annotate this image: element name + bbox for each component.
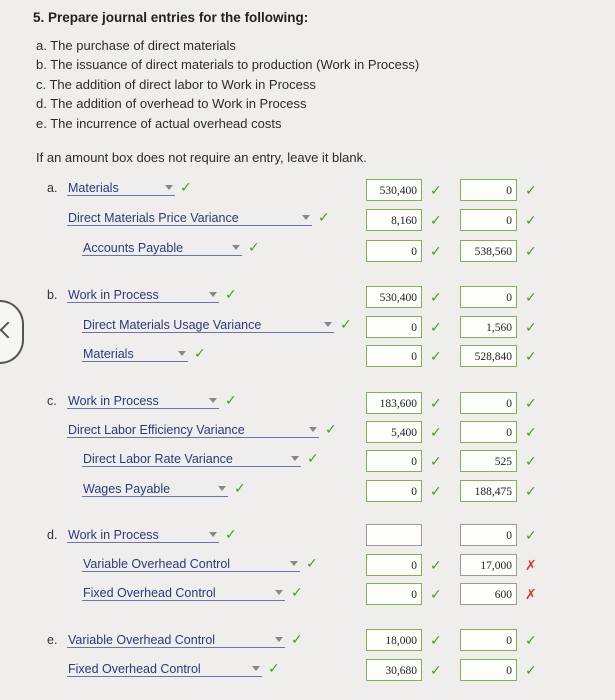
debit-input-b1[interactable]: 530,400 — [366, 286, 422, 308]
chevron-down-icon — [309, 427, 317, 432]
check-icon: ✓ — [525, 182, 537, 198]
check-icon: ✓ — [525, 632, 537, 648]
debit-input-b2[interactable]: 0 — [366, 316, 422, 338]
check-icon: ✓ — [525, 212, 537, 228]
check-icon: ✓ — [525, 483, 537, 499]
task-item-a: a. The purchase of direct materials — [36, 38, 236, 53]
credit-input-d1[interactable]: 0 — [460, 524, 517, 546]
chevron-down-icon — [218, 486, 226, 491]
account-select-e1[interactable]: Variable Overhead Control — [67, 632, 285, 648]
account-select-d1[interactable]: Work in Process — [67, 527, 219, 543]
check-icon: ✓ — [430, 395, 442, 411]
check-icon: ✓ — [430, 348, 442, 364]
chevron-down-icon — [275, 637, 283, 642]
account-select-a3[interactable]: Accounts Payable — [82, 240, 242, 256]
check-icon: ✓ — [306, 555, 318, 571]
credit-input-c2[interactable]: 0 — [460, 421, 517, 443]
check-icon: ✓ — [318, 209, 330, 225]
credit-input-e1[interactable]: 0 — [460, 629, 517, 651]
credit-input-c4[interactable]: 188,475 — [460, 480, 517, 502]
chevron-down-icon — [209, 532, 217, 537]
credit-input-c1[interactable]: 0 — [460, 392, 517, 414]
credit-input-c3[interactable]: 525 — [460, 450, 517, 472]
debit-input-d3[interactable]: 0 — [366, 583, 422, 605]
chevron-down-icon — [290, 561, 298, 566]
check-icon: ✓ — [525, 243, 537, 259]
check-icon: ✓ — [234, 480, 246, 496]
account-select-b3[interactable]: Materials — [82, 346, 188, 362]
side-panel-toggle[interactable] — [0, 300, 24, 364]
chevron-down-icon — [324, 322, 332, 327]
chevron-down-icon — [209, 398, 217, 403]
check-icon: ✓ — [248, 239, 260, 255]
account-select-e2[interactable]: Fixed Overhead Control — [67, 661, 262, 677]
debit-input-c1[interactable]: 183,600 — [366, 392, 422, 414]
credit-input-a1[interactable]: 0 — [460, 179, 517, 201]
account-select-d3[interactable]: Fixed Overhead Control — [82, 585, 285, 601]
cross-icon: ✗ — [525, 586, 537, 602]
task-item-b: b. The issuance of direct materials to production (Work in Process) — [36, 57, 420, 72]
credit-input-d3[interactable]: 600 — [460, 583, 517, 605]
account-select-b2[interactable]: Direct Materials Usage Variance — [82, 317, 334, 333]
chevron-down-icon — [252, 666, 260, 671]
task-item-c: c. The addition of direct labor to Work in Process — [36, 77, 316, 92]
check-icon: ✓ — [268, 660, 280, 676]
check-icon: ✓ — [225, 286, 237, 302]
check-icon: ✓ — [525, 348, 537, 364]
chevron-down-icon — [291, 456, 299, 461]
entry-letter-a: a. — [47, 181, 58, 195]
credit-input-b3[interactable]: 528,840 — [460, 345, 517, 367]
chevron-down-icon — [178, 351, 186, 356]
account-select-c2[interactable]: Direct Labor Efficiency Variance — [67, 422, 319, 438]
account-select-b1[interactable]: Work in Process — [67, 287, 219, 303]
chevron-down-icon — [302, 215, 310, 220]
debit-input-d2[interactable]: 0 — [366, 554, 422, 576]
credit-input-b1[interactable]: 0 — [460, 286, 517, 308]
check-icon: ✓ — [525, 662, 537, 678]
check-icon: ✓ — [430, 182, 442, 198]
check-icon: ✓ — [225, 526, 237, 542]
chevron-down-icon — [209, 292, 217, 297]
check-icon: ✓ — [430, 662, 442, 678]
check-icon: ✓ — [430, 424, 442, 440]
debit-input-a3[interactable]: 0 — [366, 240, 422, 262]
debit-input-a1[interactable]: 530,400 — [366, 179, 422, 201]
entry-letter-b: b. — [47, 288, 58, 302]
check-icon: ✓ — [525, 289, 537, 305]
debit-input-d1[interactable] — [366, 524, 422, 546]
account-select-c1[interactable]: Work in Process — [67, 393, 219, 409]
check-icon: ✓ — [430, 212, 442, 228]
task-item-d: d. The addition of overhead to Work in Process — [36, 96, 307, 111]
debit-input-c2[interactable]: 5,400 — [366, 421, 422, 443]
debit-input-e1[interactable]: 18,000 — [366, 629, 422, 651]
chevron-down-icon — [165, 185, 173, 190]
check-icon: ✓ — [430, 632, 442, 648]
check-icon: ✓ — [307, 450, 319, 466]
debit-input-a2[interactable]: 8,160 — [366, 209, 422, 231]
entry-letter-c: c. — [47, 394, 57, 408]
check-icon: ✓ — [525, 527, 537, 543]
chevron-left-icon — [0, 322, 16, 339]
check-icon: ✓ — [194, 345, 206, 361]
credit-input-a2[interactable]: 0 — [460, 209, 517, 231]
entry-letter-e: e. — [47, 633, 58, 647]
check-icon: ✓ — [291, 631, 303, 647]
chevron-down-icon — [275, 590, 283, 595]
account-select-c4[interactable]: Wages Payable — [82, 481, 228, 497]
chevron-down-icon — [232, 245, 240, 250]
check-icon: ✓ — [525, 424, 537, 440]
debit-input-e2[interactable]: 30,680 — [366, 659, 422, 681]
account-select-c3[interactable]: Direct Labor Rate Variance — [82, 451, 301, 467]
check-icon: ✓ — [325, 421, 337, 437]
check-icon: ✓ — [430, 586, 442, 602]
debit-input-c3[interactable]: 0 — [366, 450, 422, 472]
question-title: 5. Prepare journal entries for the following: — [33, 10, 309, 25]
instruction-text: If an amount box does not require an entry, leave it blank. — [36, 150, 367, 165]
account-select-d2[interactable]: Variable Overhead Control — [82, 556, 300, 572]
check-icon: ✓ — [180, 179, 192, 195]
check-icon: ✓ — [430, 557, 442, 573]
check-icon: ✓ — [340, 316, 352, 332]
check-icon: ✓ — [430, 243, 442, 259]
cross-icon: ✗ — [525, 557, 537, 573]
task-item-e: e. The incurrence of actual overhead costs — [36, 116, 282, 131]
credit-input-b2[interactable]: 1,560 — [460, 316, 517, 338]
credit-input-d2[interactable]: 17,000 — [460, 554, 517, 576]
account-select-a2[interactable]: Direct Materials Price Variance — [67, 210, 312, 226]
check-icon: ✓ — [430, 483, 442, 499]
check-icon: ✓ — [225, 392, 237, 408]
check-icon: ✓ — [291, 584, 303, 600]
check-icon: ✓ — [525, 395, 537, 411]
check-icon: ✓ — [525, 319, 537, 335]
credit-input-e2[interactable]: 0 — [460, 659, 517, 681]
credit-input-a3[interactable]: 538,560 — [460, 240, 517, 262]
check-icon: ✓ — [525, 453, 537, 469]
debit-input-b3[interactable]: 0 — [366, 345, 422, 367]
entry-letter-d: d. — [47, 528, 58, 542]
check-icon: ✓ — [430, 453, 442, 469]
debit-input-c4[interactable]: 0 — [366, 480, 422, 502]
check-icon: ✓ — [430, 289, 442, 305]
account-select-a1[interactable]: Materials — [67, 180, 175, 196]
check-icon: ✓ — [430, 319, 442, 335]
